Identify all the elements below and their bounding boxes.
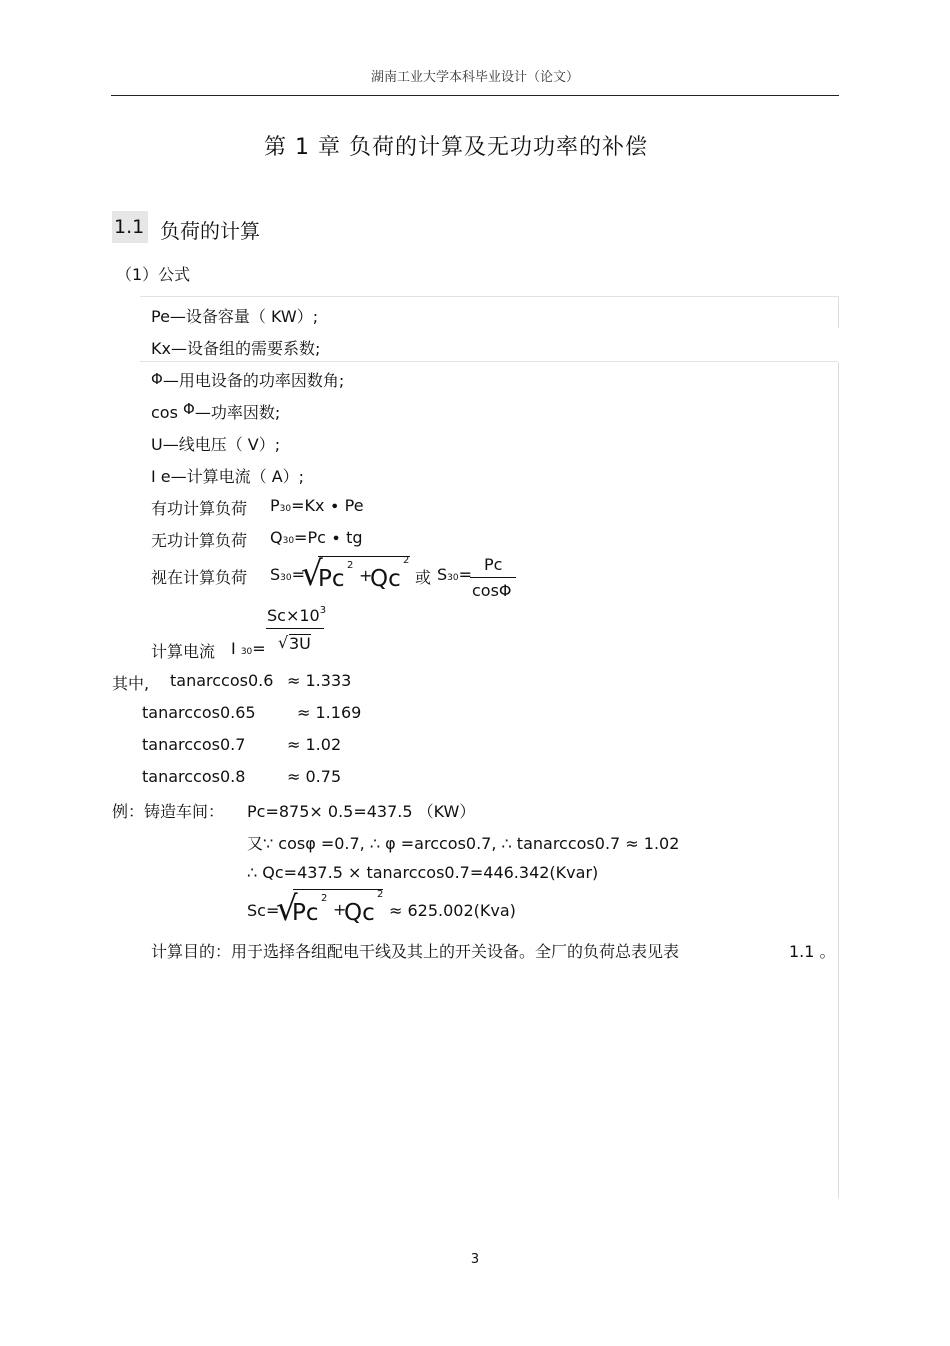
example-qc-square: 2 — [377, 889, 384, 900]
def-kx: Kx—设备组的需要系数; — [151, 339, 321, 358]
i30-equals: = — [252, 639, 266, 658]
i30-numerator-exp: 3 — [319, 605, 327, 616]
example-line-pc: Pc=875× 0.5=437.5 （KW） — [247, 802, 476, 821]
i30-symbol: I — [231, 639, 236, 658]
example-plus: + — [333, 900, 347, 919]
example-sqrt-sign: √ — [276, 889, 298, 929]
i30-frac-bar — [266, 628, 324, 629]
s30-alt-lhs — [437, 565, 472, 584]
p30-subscript: 30 — [279, 504, 292, 514]
page-number: 3 — [470, 1252, 480, 1267]
table-border-right — [838, 362, 839, 1198]
i30-sqrt-sign: √ — [278, 633, 289, 652]
s30-symbol: S — [270, 565, 281, 584]
example-label: 例：铸造车间： — [112, 802, 225, 821]
s30-equals: = — [291, 565, 306, 584]
q30-rhs: =Pc ∙ tg — [294, 528, 363, 547]
tan-row-expr: tanarccos0.6 — [170, 671, 274, 690]
header-rule — [111, 95, 839, 96]
s30-alt-symbol: S — [437, 565, 448, 584]
s30-subscript: 30 — [280, 573, 292, 583]
q30-formula — [270, 528, 363, 547]
cos-prefix: cos — [151, 403, 178, 422]
phi-desc: —用电设备的功率因数角; — [162, 371, 345, 390]
s30-pc-square: 2 — [347, 560, 354, 571]
i30-denominator: 3U — [289, 634, 311, 653]
table-border-mid — [140, 361, 838, 362]
p30-formula — [270, 496, 364, 515]
q30-label: 无功计算负荷 — [151, 531, 248, 550]
cos-desc: —功率因数; — [194, 403, 281, 422]
or-text: 或 — [415, 568, 432, 587]
example-line-cos: 又∵ cosφ =0.7, ∴ φ =arccos0.7, ∴ tanarccos0.7 ≈ 1.02 — [247, 834, 680, 853]
s30-label: 视在计算负荷 — [151, 568, 248, 587]
tan-row-expr: tanarccos0.7 — [142, 735, 246, 754]
s30-alt-subscript: 30 — [447, 573, 459, 583]
example-sc-lhs: Sc= — [247, 901, 280, 920]
section-number: 1.1 — [114, 216, 145, 238]
tan-row-value: ≈ 1.333 — [287, 671, 352, 690]
s30-frac-bar — [470, 577, 516, 578]
phi-symbol: Φ — [151, 370, 163, 388]
tan-row-expr: tanarccos0.65 — [142, 703, 256, 722]
s30-frac-numerator: Pc — [484, 555, 503, 574]
table-border-top — [140, 296, 838, 297]
tan-row-value: ≈ 1.169 — [297, 703, 362, 722]
tan-row-expr: tanarccos0.8 — [142, 767, 246, 786]
example-sc-result: ≈ 625.002(Kva) — [389, 901, 516, 920]
def-cos — [151, 400, 280, 423]
q30-subscript: 30 — [282, 536, 295, 546]
def-phi — [151, 368, 344, 391]
chapter-title: 第 1 章 负荷的计算及无功功率的补偿 — [264, 135, 648, 160]
s30-frac-denominator: cosΦ — [472, 581, 512, 600]
i30-label: 计算电流 — [151, 642, 216, 661]
tan-intro: 其中, — [112, 674, 150, 693]
i30-lhs — [231, 639, 266, 658]
i30-numerator — [267, 606, 326, 625]
example-sqrt-bar — [293, 889, 383, 890]
cos-phi-symbol: Φ — [183, 400, 195, 418]
i30-subscript: 30 — [240, 647, 253, 657]
p30-symbol: P — [270, 496, 280, 515]
example-pc-square: 2 — [321, 893, 328, 904]
section-title: 负荷的计算 — [160, 219, 260, 243]
def-ie: I e—计算电流（ A）; — [151, 467, 305, 486]
s30-plus: + — [359, 566, 373, 585]
purpose-text: 计算目的：用于选择各组配电干线及其上的开关设备。全厂的负荷总表见表 — [151, 942, 680, 961]
s30-qc: Qc — [370, 566, 401, 592]
def-u: U—线电压（ V）; — [151, 435, 281, 454]
sqrt-sign: √ — [301, 554, 323, 594]
s30-qc-square: 2 — [403, 555, 410, 566]
s30-alt-equals: = — [458, 565, 473, 584]
running-header: 湖南工业大学本科毕业设计（论文） — [370, 70, 579, 85]
def-pe: Pe—设备容量（ KW）; — [151, 307, 319, 326]
example-line-qc: ∴ Qc=437.5 × tanarccos0.7=446.342(Kvar) — [247, 863, 599, 882]
s30-pc: Pc — [318, 566, 345, 592]
example-pc: Pc — [292, 900, 319, 926]
table-reference: 1.1 。 — [789, 942, 836, 961]
table-border-right-top — [838, 296, 839, 328]
example-qc: Qc — [344, 900, 375, 926]
p30-label: 有功计算负荷 — [151, 499, 248, 518]
p30-rhs: =Kx ∙ Pe — [291, 496, 364, 515]
i30-numerator-text: Sc×10 — [267, 606, 320, 625]
tan-row-value: ≈ 1.02 — [287, 735, 342, 754]
q30-symbol: Q — [270, 528, 283, 547]
tan-row-value: ≈ 0.75 — [287, 767, 342, 786]
formula-heading: （1）公式 — [116, 265, 191, 284]
sqrt-bar — [318, 556, 410, 557]
s30-lhs — [270, 565, 305, 584]
